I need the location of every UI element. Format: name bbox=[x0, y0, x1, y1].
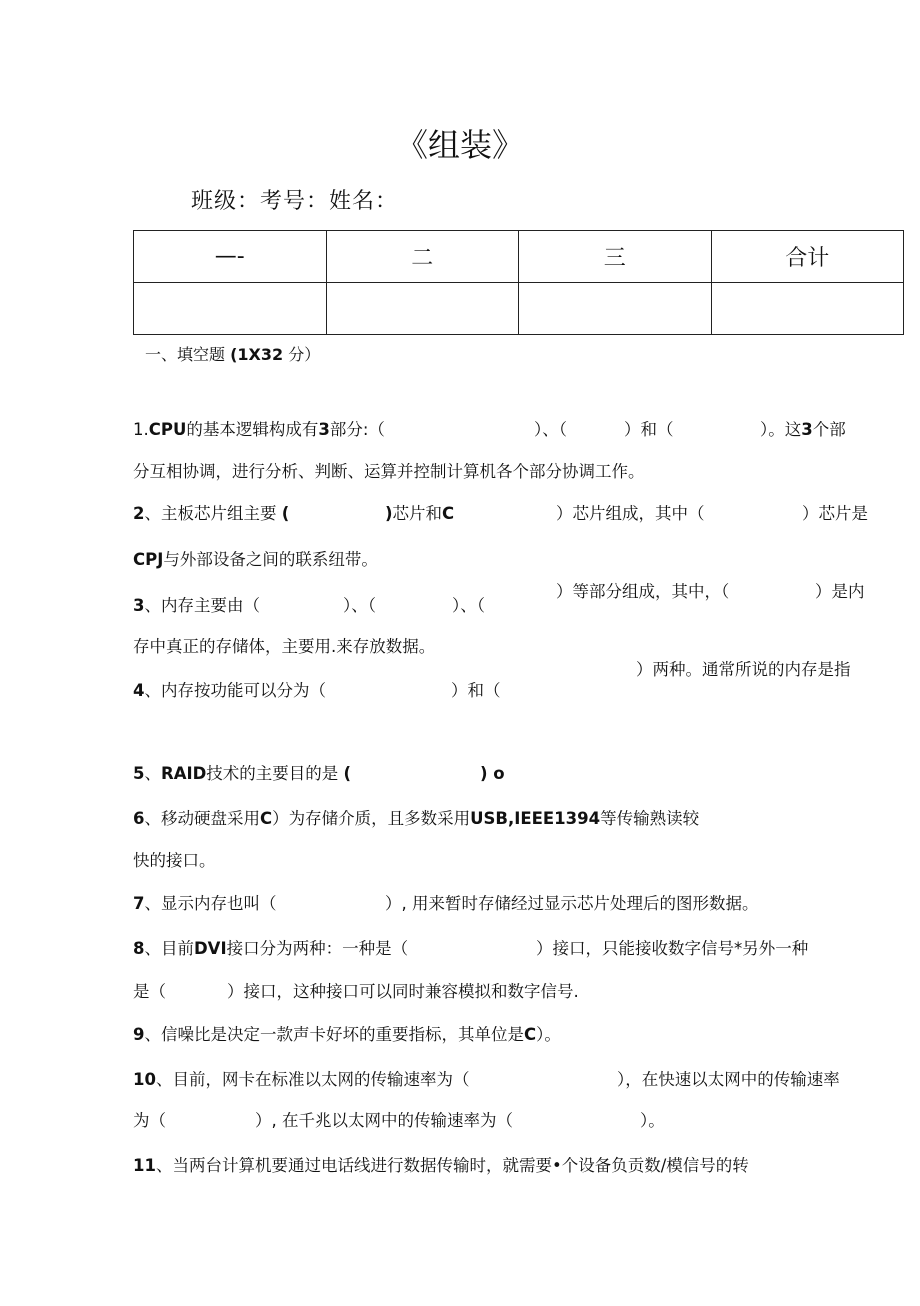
question-2-seg-3: ）芯片组成，其中（ bbox=[556, 504, 705, 523]
score-cell-2[interactable] bbox=[326, 283, 519, 335]
student-info-line: 班级：考号：姓名： bbox=[191, 189, 399, 214]
question-1-blank-seg-1: ）、（ bbox=[534, 420, 567, 439]
question-6-line-2: 快的接口。 bbox=[133, 851, 216, 870]
question-3-line-1: 3、内存主要由（ bbox=[133, 596, 260, 615]
question-8-line-2b: ）接口，这种接口可以同时兼容模拟和数字信号. bbox=[227, 982, 579, 1001]
question-1-line-1: 1.CPU的基本逻辑构成有3部分:（ bbox=[133, 420, 385, 439]
question-8-seg-2: ）接口，只能接收数字信号*另外一种 bbox=[536, 939, 809, 958]
score-table bbox=[133, 230, 904, 335]
question-10-line-2a: 为（ bbox=[133, 1111, 166, 1130]
question-10-line-2b: ）, 在千兆以太网中的传输速率为（ bbox=[255, 1111, 513, 1130]
question-2-seg-4: ）芯片是 bbox=[802, 504, 868, 523]
question-8-line-1: 8、目前DVI接口分为两种：一种是（ bbox=[133, 939, 409, 958]
question-3-line-2: 存中真正的存储体，主要用.来存放数据。 bbox=[133, 637, 436, 656]
score-table-header-row bbox=[134, 231, 904, 283]
question-3-seg-5: ）是内 bbox=[815, 582, 865, 601]
score-cell-1[interactable] bbox=[134, 283, 327, 335]
question-4-seg-2: ）和（ bbox=[451, 681, 501, 700]
question-1-blank-seg-2: ）和（ bbox=[624, 420, 674, 439]
score-cell-total[interactable] bbox=[711, 283, 904, 335]
score-header-2: 二 bbox=[326, 231, 519, 283]
question-1-line-2: 分互相协调，进行分析、判断、运算并控制计算机各个部分协调工作。 bbox=[133, 462, 645, 481]
score-header-1: —- bbox=[134, 231, 327, 283]
question-5: 5、RAID技术的主要目的是 ( bbox=[133, 764, 352, 783]
question-10-line-1: 10、目前，网卡在标准以太网的传输速率为（ bbox=[133, 1070, 470, 1089]
question-2-seg-2: )芯片和C bbox=[385, 504, 455, 523]
score-cell-3[interactable] bbox=[519, 283, 712, 335]
question-4-seg-3: ）两种。通常所说的内存是指 bbox=[636, 660, 851, 679]
question-10-seg-2: ），在快速以太网中的传输速率 bbox=[617, 1070, 840, 1089]
question-4-line-1: 4、内存按功能可以分为（ bbox=[133, 681, 326, 700]
question-6-line-1: 6、移动硬盘采用C）为存储介质，且多数采用USB,IEEE1394等传输熟读较 bbox=[133, 809, 700, 828]
question-2-line-2: CPJ与外部设备之间的联系纽带。 bbox=[133, 550, 378, 569]
score-header-3: 三 bbox=[519, 231, 712, 283]
question-11: 11、当两台计算机要通过电话线进行数据传输时，就需要•个设备负贡数/模信号的转 bbox=[133, 1156, 749, 1175]
question-1-blank-seg-3: ）。这3个部 bbox=[760, 420, 846, 439]
question-2-line-1: 2、主板芯片组主要 ( bbox=[133, 504, 290, 523]
score-header-total: 合计 bbox=[711, 231, 904, 283]
document-title: 《组装》 bbox=[395, 126, 524, 164]
question-7: 7、显示内存也叫（ bbox=[133, 894, 277, 913]
question-3-seg-2: ）、（ bbox=[343, 596, 376, 615]
section-heading: 一、填空题 (1X32 分） bbox=[145, 345, 321, 364]
question-3-seg-3: ）、（ bbox=[452, 596, 485, 615]
score-table-value-row bbox=[134, 283, 904, 335]
question-8-line-2a: 是（ bbox=[133, 982, 166, 1001]
question-10-line-2c: ）。 bbox=[640, 1111, 665, 1130]
question-5-end: ) o bbox=[480, 764, 505, 783]
question-7-end: ）, 用来暂时存储经过显示芯片处理后的图形数据。 bbox=[385, 894, 759, 913]
question-9: 9、信噪比是决定一款声卡好坏的重要指标，其单位是C）。 bbox=[133, 1025, 561, 1044]
question-3-seg-4: ）等部分组成，其中，（ bbox=[556, 582, 730, 601]
